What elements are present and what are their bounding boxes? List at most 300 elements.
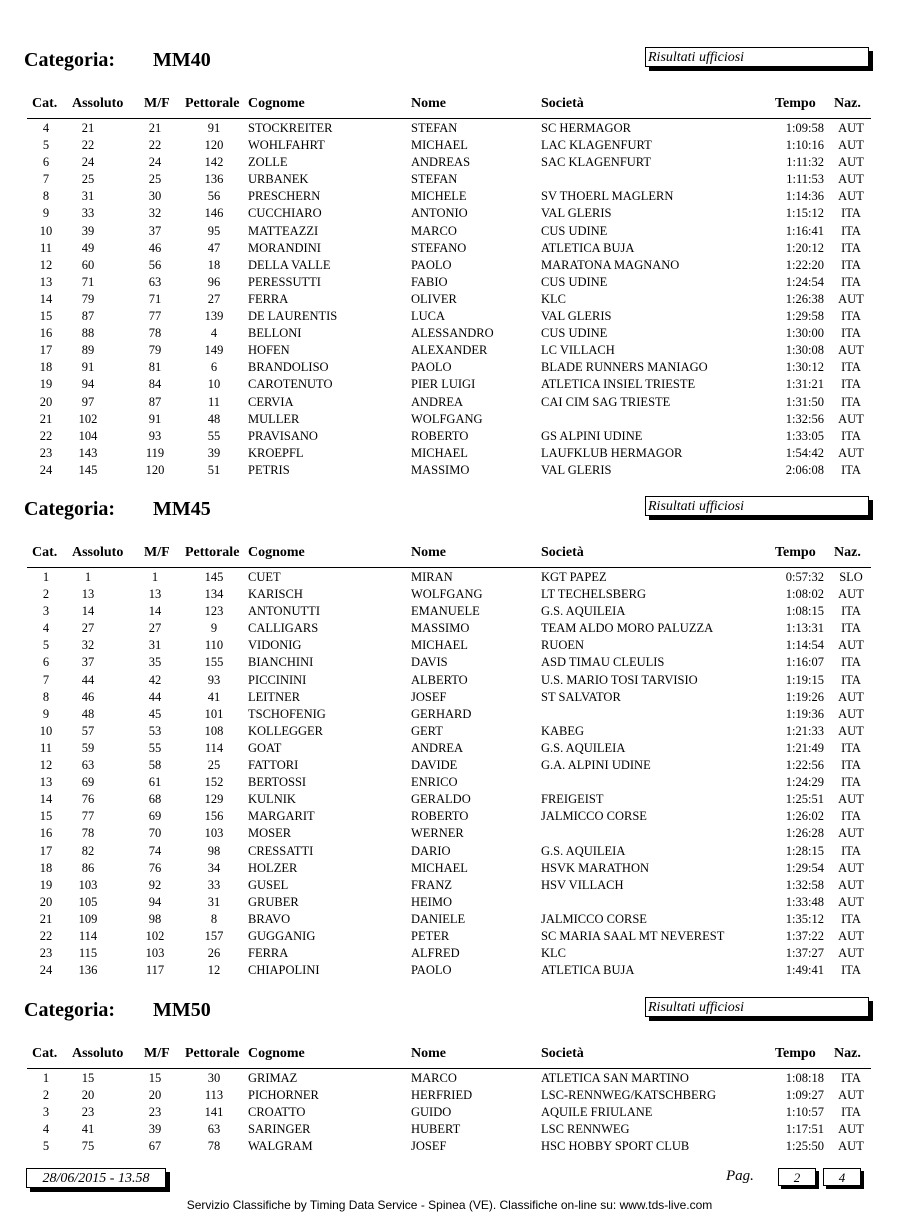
table-row	[0, 1071, 899, 1088]
footer-service-text: Servizio Classifiche by Timing Data Service - Spinea (VE). Classifiche on-line su: www.tds-live.com	[186, 1198, 713, 1212]
table-row	[0, 844, 899, 861]
cell-mf: 20	[148, 1088, 162, 1103]
cell-tempo: 1:29:54	[785, 860, 824, 875]
cell-cat: 15	[39, 809, 53, 824]
cell-naz: AUT	[838, 706, 864, 721]
cell-assoluto: 86	[81, 860, 95, 875]
cell-naz: ITA	[841, 360, 861, 375]
header-pettorale: Pettorale	[185, 545, 240, 560]
cell-naz: AUT	[838, 587, 864, 602]
cell-pettorale: 108	[204, 723, 224, 738]
table-row	[0, 929, 899, 946]
cell-tempo: 1:28:15	[785, 843, 824, 858]
cell-cognome: HOLZER	[248, 860, 298, 875]
cell-pettorale: 30	[207, 1071, 221, 1085]
header-naz: Naz.	[834, 1046, 861, 1061]
table-row	[0, 258, 899, 275]
cell-naz: ITA	[841, 604, 861, 619]
cell-mf: 23	[148, 1105, 162, 1120]
cell-societa: G.S. AQUILEIA	[541, 843, 626, 858]
cell-assoluto: 33	[81, 206, 95, 221]
cell-pettorale: 114	[204, 740, 224, 755]
cell-mf: 102	[145, 928, 165, 943]
cell-assoluto: 89	[81, 343, 95, 358]
cell-naz: ITA	[841, 326, 861, 341]
cell-cognome: ZOLLE	[248, 155, 288, 170]
status-badge: Risultati ufficiosi	[645, 997, 869, 1017]
table-row	[0, 724, 899, 741]
cell-naz: ITA	[841, 428, 861, 443]
cell-societa: HSVK MARATHON	[541, 860, 649, 875]
cell-pettorale: 8	[210, 911, 218, 926]
cell-tempo: 1:33:05	[785, 428, 824, 443]
cell-pettorale: 96	[207, 274, 221, 289]
cell-tempo: 2:06:08	[785, 462, 824, 477]
cell-nome: ANDREAS	[411, 155, 471, 170]
header-mf: M/F	[144, 1046, 170, 1061]
cell-societa: LSC-RENNWEG/KATSCHBERG	[541, 1088, 717, 1103]
cell-pettorale: 136	[204, 172, 224, 187]
table-row	[0, 604, 899, 621]
header-societa: Società	[541, 545, 584, 560]
cell-mf: 25	[148, 172, 162, 187]
cell-cognome: CERVIA	[248, 394, 294, 409]
cell-societa: SAC KLAGENFURT	[541, 155, 652, 170]
header-assoluto: Assoluto	[72, 1046, 124, 1061]
table-row	[0, 343, 899, 360]
cell-naz: ITA	[841, 809, 861, 824]
cell-cat: 4	[42, 121, 50, 135]
table-row	[0, 792, 899, 809]
cell-cognome: FERRA	[248, 946, 289, 961]
cell-cognome: MOSER	[248, 826, 292, 841]
cell-cat: 15	[39, 309, 53, 324]
cell-societa: VAL GLERIS	[541, 309, 612, 324]
cell-naz: AUT	[838, 877, 864, 892]
cell-pettorale: 63	[207, 1122, 221, 1137]
cell-mf: 56	[148, 257, 162, 272]
cell-pettorale: 123	[204, 604, 224, 619]
cell-naz: AUT	[838, 343, 864, 358]
cell-societa: SC MARIA SAAL MT NEVEREST	[541, 928, 725, 943]
header-naz: Naz.	[834, 96, 861, 111]
table-row	[0, 587, 899, 604]
cell-assoluto: 63	[81, 758, 95, 773]
cell-assoluto: 20	[81, 1088, 95, 1103]
cell-cognome: PRAVISANO	[248, 428, 318, 443]
table-row	[0, 155, 899, 172]
cell-nome: WOLFGANG	[411, 411, 483, 426]
cell-tempo: 1:29:58	[785, 309, 824, 324]
cell-naz: AUT	[838, 189, 864, 204]
cell-nome: PETER	[411, 928, 450, 943]
cell-mf: 31	[148, 638, 162, 653]
cell-tempo: 1:24:54	[785, 274, 824, 289]
header-divider	[27, 1068, 871, 1069]
cell-nome: DANIELE	[411, 911, 466, 926]
cell-pettorale: 18	[207, 257, 221, 272]
cell-naz: ITA	[841, 257, 861, 272]
cell-pettorale: 31	[207, 894, 221, 909]
cell-tempo: 1:21:33	[785, 723, 824, 738]
cell-naz: ITA	[841, 758, 861, 773]
cell-cat: 1	[42, 1071, 50, 1085]
table-row	[0, 224, 899, 241]
header-divider	[27, 118, 871, 119]
cell-pettorale: 139	[204, 309, 224, 324]
table-row	[0, 463, 899, 480]
cell-assoluto: 78	[81, 826, 95, 841]
cell-societa: JALMICCO CORSE	[541, 809, 647, 824]
header-assoluto: Assoluto	[72, 96, 124, 111]
cell-pettorale: 113	[204, 1088, 224, 1103]
header-nome: Nome	[411, 545, 446, 560]
cell-societa: ATLETICA BUJA	[541, 963, 635, 978]
cell-mf: 91	[148, 411, 162, 426]
cell-societa: LT TECHELSBERG	[541, 587, 646, 602]
cell-societa: KABEG	[541, 723, 585, 738]
cell-societa: KLC	[541, 291, 566, 306]
cell-mf: 32	[148, 206, 162, 221]
cell-cat: 9	[42, 206, 50, 221]
cell-assoluto: 136	[78, 963, 98, 978]
cell-cat: 14	[39, 291, 53, 306]
cell-tempo: 1:21:49	[785, 740, 824, 755]
cell-cognome: STOCKREITER	[248, 121, 333, 135]
cell-cognome: GRIMAZ	[248, 1071, 298, 1085]
cell-cognome: KOLLEGGER	[248, 723, 323, 738]
cell-naz: ITA	[841, 621, 861, 636]
cell-assoluto: 82	[81, 843, 95, 858]
header-cat: Cat.	[32, 545, 58, 560]
cell-cognome: MULLER	[248, 411, 300, 426]
cell-tempo: 1:11:53	[786, 172, 824, 187]
cell-pettorale: 145	[204, 570, 224, 584]
cell-tempo: 1:13:31	[785, 621, 824, 636]
cell-tempo: 1:33:48	[785, 894, 824, 909]
cell-tempo: 1:16:41	[785, 223, 824, 238]
cell-assoluto: 24	[81, 155, 95, 170]
cell-pettorale: 120	[204, 138, 224, 153]
cell-pettorale: 142	[204, 155, 224, 170]
cell-cognome: CHIAPOLINI	[248, 963, 320, 978]
cell-pettorale: 48	[207, 411, 221, 426]
cell-mf: 55	[148, 740, 162, 755]
cell-assoluto: 114	[78, 928, 98, 943]
cell-assoluto: 105	[78, 894, 98, 909]
cell-pettorale: 10	[207, 377, 221, 392]
table-header	[0, 96, 899, 116]
cell-assoluto: 49	[81, 240, 95, 255]
cell-nome: ALFRED	[411, 946, 460, 961]
cell-cat: 12	[39, 257, 53, 272]
cell-cognome: BIANCHINI	[248, 655, 314, 670]
cell-nome: ALBERTO	[411, 672, 468, 687]
cell-nome: MARCO	[411, 223, 457, 238]
header-societa: Società	[541, 1046, 584, 1061]
cell-cat: 13	[39, 274, 53, 289]
cell-naz: ITA	[841, 206, 861, 221]
cell-cognome: PERESSUTTI	[248, 274, 321, 289]
cell-naz: AUT	[838, 155, 864, 170]
table-row	[0, 809, 899, 826]
cell-nome: GERHARD	[411, 706, 472, 721]
header-societa: Società	[541, 96, 584, 111]
table-row	[0, 121, 899, 138]
cell-assoluto: 22	[81, 138, 95, 153]
cell-assoluto: 69	[81, 775, 95, 790]
cell-cat: 8	[42, 189, 50, 204]
table-row	[0, 895, 899, 912]
cell-cognome: CAROTENUTO	[248, 377, 333, 392]
header-nome: Nome	[411, 96, 446, 111]
cell-nome: MARCO	[411, 1071, 457, 1085]
cell-tempo: 1:32:58	[785, 877, 824, 892]
cell-nome: PIER LUIGI	[411, 377, 476, 392]
cell-assoluto: 109	[78, 911, 98, 926]
cell-societa: FREIGEIST	[541, 792, 604, 807]
header-divider	[27, 567, 871, 568]
page-label: Pag.	[726, 1168, 754, 1184]
cell-societa: RUOEN	[541, 638, 585, 653]
cell-societa: CAI CIM SAG TRIESTE	[541, 394, 671, 409]
cell-nome: WERNER	[411, 826, 464, 841]
cell-cognome: ANTONUTTI	[248, 604, 320, 619]
cell-assoluto: 77	[81, 809, 95, 824]
cell-mf: 76	[148, 860, 162, 875]
cell-cognome: PICHORNER	[248, 1088, 319, 1103]
cell-pettorale: 129	[204, 792, 224, 807]
table-row	[0, 395, 899, 412]
cell-cognome: KULNIK	[248, 792, 296, 807]
cell-cat: 24	[39, 462, 53, 477]
cell-cat: 7	[42, 172, 50, 187]
cell-pettorale: 9	[210, 621, 218, 636]
cell-societa: ASD TIMAU CLEULIS	[541, 655, 665, 670]
cell-nome: GUIDO	[411, 1105, 452, 1120]
cell-tempo: 1:54:42	[785, 445, 824, 460]
cell-cat: 19	[39, 877, 53, 892]
cell-mf: 92	[148, 877, 162, 892]
cell-pettorale: 157	[204, 928, 224, 943]
cell-societa: ATLETICA BUJA	[541, 240, 635, 255]
cell-cat: 21	[39, 411, 53, 426]
cell-nome: DAVIS	[411, 655, 448, 670]
status-badge: Risultati ufficiosi	[645, 496, 869, 516]
cell-cognome: GUSEL	[248, 877, 289, 892]
cell-naz: AUT	[838, 894, 864, 909]
cell-societa: G.A. ALPINI UDINE	[541, 758, 651, 773]
cell-mf: 15	[148, 1071, 162, 1085]
header-cognome: Cognome	[248, 96, 305, 111]
cell-nome: EMANUELE	[411, 604, 480, 619]
cell-cat: 16	[39, 326, 53, 341]
header-tempo: Tempo	[775, 1046, 816, 1061]
cell-cat: 21	[39, 911, 53, 926]
cell-societa: BLADE RUNNERS MANIAGO	[541, 360, 708, 375]
cell-nome: STEFAN	[411, 172, 458, 187]
cell-nome: PAOLO	[411, 360, 452, 375]
cell-nome: OLIVER	[411, 291, 457, 306]
cell-mf: 70	[148, 826, 162, 841]
cell-societa: LAC KLAGENFURT	[541, 138, 652, 153]
table-row	[0, 946, 899, 963]
cell-mf: 58	[148, 758, 162, 773]
table-row	[0, 690, 899, 707]
cell-nome: MASSIMO	[411, 621, 470, 636]
cell-pettorale: 152	[204, 775, 224, 790]
cell-nome: ALEXANDER	[411, 343, 488, 358]
results-table	[0, 570, 899, 980]
table-row	[0, 446, 899, 463]
header-tempo: Tempo	[775, 96, 816, 111]
cell-tempo: 1:08:18	[785, 1071, 824, 1085]
cell-cognome: CALLIGARS	[248, 621, 319, 636]
cell-cognome: GUGGANIG	[248, 928, 316, 943]
cell-cognome: MARGARIT	[248, 809, 315, 824]
cell-tempo: 1:14:36	[785, 189, 824, 204]
cell-pettorale: 51	[207, 462, 221, 477]
header-cat: Cat.	[32, 96, 58, 111]
cell-cognome: FATTORI	[248, 758, 299, 773]
cell-pettorale: 33	[207, 877, 221, 892]
cell-naz: ITA	[841, 843, 861, 858]
cell-pettorale: 93	[207, 672, 221, 687]
cell-pettorale: 149	[204, 343, 224, 358]
cell-cognome: URBANEK	[248, 172, 309, 187]
cell-cat: 22	[39, 928, 53, 943]
cell-assoluto: 87	[81, 309, 95, 324]
cell-cat: 10	[39, 723, 53, 738]
cell-nome: MICHAEL	[411, 638, 468, 653]
cell-societa: MARATONA MAGNANO	[541, 257, 680, 272]
cell-nome: MIRAN	[411, 570, 453, 584]
cell-assoluto: 32	[81, 638, 95, 653]
cell-tempo: 1:19:15	[785, 672, 824, 687]
cell-mf: 22	[148, 138, 162, 153]
cell-pettorale: 25	[207, 758, 221, 773]
cell-mf: 35	[148, 655, 162, 670]
cell-cognome: BERTOSSI	[248, 775, 307, 790]
cell-nome: HERFRIED	[411, 1088, 473, 1103]
cell-naz: ITA	[841, 740, 861, 755]
cell-cat: 5	[42, 1139, 50, 1154]
header-cat: Cat.	[32, 1046, 58, 1061]
cell-tempo: 1:30:00	[785, 326, 824, 341]
cell-cat: 18	[39, 360, 53, 375]
cell-naz: AUT	[838, 689, 864, 704]
cell-mf: 68	[148, 792, 162, 807]
cell-assoluto: 44	[81, 672, 95, 687]
table-row	[0, 189, 899, 206]
cell-pettorale: 91	[207, 121, 221, 135]
cell-mf: 27	[148, 621, 162, 636]
cell-cognome: TSCHOFENIG	[248, 706, 326, 721]
cell-assoluto: 37	[81, 655, 95, 670]
cell-societa: HSC HOBBY SPORT CLUB	[541, 1139, 690, 1154]
cell-societa: LSC RENNWEG	[541, 1122, 630, 1137]
cell-assoluto: 76	[81, 792, 95, 807]
cell-tempo: 1:30:12	[785, 360, 824, 375]
cell-mf: 74	[148, 843, 162, 858]
cell-mf: 30	[148, 189, 162, 204]
cell-tempo: 1:09:27	[785, 1088, 824, 1103]
cell-assoluto: 75	[81, 1139, 95, 1154]
cell-tempo: 1:22:56	[785, 758, 824, 773]
cell-naz: ITA	[841, 775, 861, 790]
header-pettorale: Pettorale	[185, 96, 240, 111]
cell-cat: 22	[39, 428, 53, 443]
cell-mf: 71	[148, 291, 162, 306]
cell-societa: JALMICCO CORSE	[541, 911, 647, 926]
cell-nome: ANTONIO	[411, 206, 468, 221]
cell-cognome: MORANDINI	[248, 240, 321, 255]
cell-naz: ITA	[841, 672, 861, 687]
cell-cognome: BELLONI	[248, 326, 302, 341]
cell-tempo: 1:37:27	[785, 946, 824, 961]
cell-societa: VAL GLERIS	[541, 462, 612, 477]
cell-mf: 67	[148, 1139, 162, 1154]
cell-nome: ENRICO	[411, 775, 458, 790]
table-row	[0, 570, 899, 587]
cell-naz: AUT	[838, 121, 864, 135]
cell-nome: WOLFGANG	[411, 587, 483, 602]
cell-tempo: 1:19:26	[785, 689, 824, 704]
cell-assoluto: 25	[81, 172, 95, 187]
cell-naz: SLO	[839, 570, 863, 584]
category-label: Categoria:	[24, 49, 116, 71]
table-row	[0, 377, 899, 394]
cell-cognome: SARINGER	[248, 1122, 311, 1137]
cell-nome: STEFANO	[411, 240, 467, 255]
cell-societa: KGT PAPEZ	[541, 570, 607, 584]
header-cognome: Cognome	[248, 545, 305, 560]
cell-societa: ATLETICA SAN MARTINO	[541, 1071, 689, 1085]
table-row	[0, 621, 899, 638]
table-row	[0, 1105, 899, 1122]
cell-nome: MICHAEL	[411, 445, 468, 460]
cell-tempo: 1:30:08	[785, 343, 824, 358]
cell-societa: HSV VILLACH	[541, 877, 624, 892]
cell-naz: ITA	[841, 223, 861, 238]
cell-tempo: 0:57:32	[785, 570, 824, 584]
cell-tempo: 1:25:51	[785, 792, 824, 807]
cell-assoluto: 115	[78, 946, 98, 961]
cell-tempo: 1:16:07	[785, 655, 824, 670]
cell-assoluto: 59	[81, 740, 95, 755]
table-row	[0, 412, 899, 429]
category-name: MM40	[153, 49, 211, 71]
cell-nome: JOSEF	[411, 1139, 447, 1154]
cell-mf: 120	[145, 462, 165, 477]
header-mf: M/F	[144, 545, 170, 560]
cell-cat: 5	[42, 138, 50, 153]
cell-nome: ANDREA	[411, 740, 464, 755]
cell-nome: FABIO	[411, 274, 448, 289]
cell-naz: ITA	[841, 377, 861, 392]
cell-naz: ITA	[841, 462, 861, 477]
cell-naz: ITA	[841, 655, 861, 670]
cell-cat: 1	[42, 570, 50, 584]
cell-cognome: PRESCHERN	[248, 189, 321, 204]
cell-societa: SV THOERL MAGLERN	[541, 189, 674, 204]
table-row	[0, 138, 899, 155]
cell-mf: 93	[148, 428, 162, 443]
cell-nome: DARIO	[411, 843, 451, 858]
header-cognome: Cognome	[248, 1046, 305, 1061]
cell-societa: U.S. MARIO TOSI TARVISIO	[541, 672, 698, 687]
cell-cat: 6	[42, 155, 50, 170]
